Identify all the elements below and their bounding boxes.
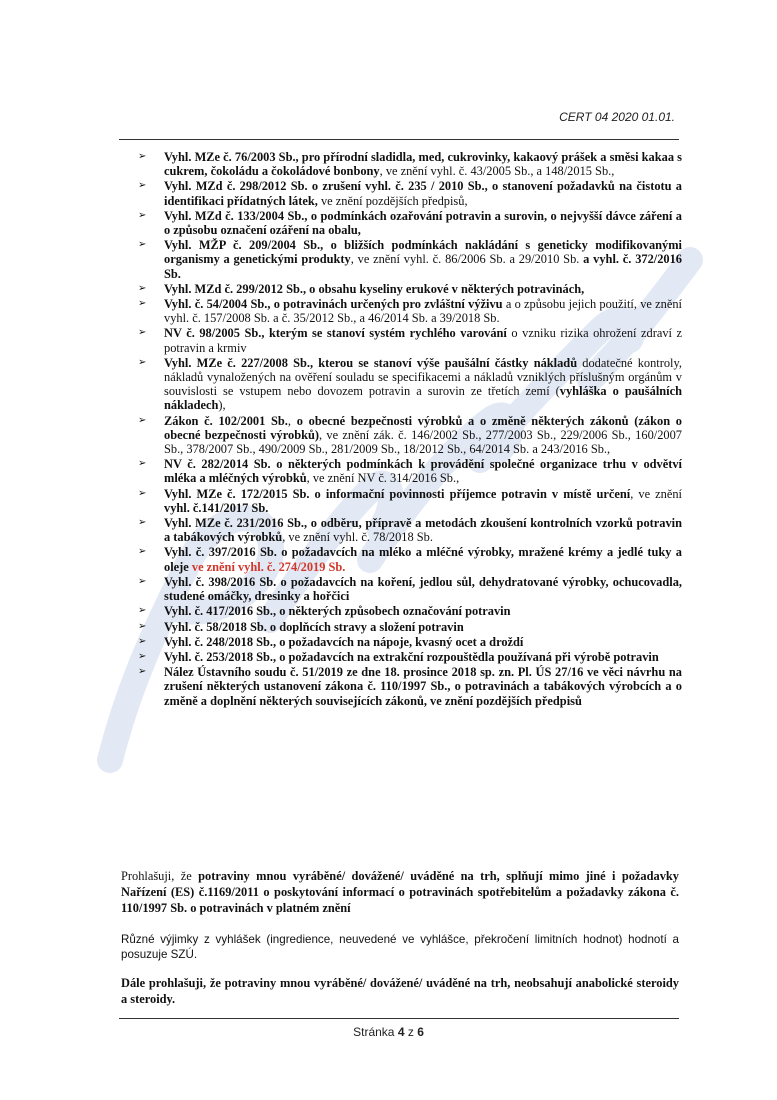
page-separator: z: [404, 1025, 418, 1039]
list-item-text: , ve znění: [630, 486, 682, 501]
list-item: [138, 635, 682, 649]
anabolic-declaration: [121, 975, 679, 1007]
list-item: [138, 282, 682, 296]
declaration-text: Prohlašuji, že: [121, 869, 199, 883]
page-total: 6: [417, 1025, 424, 1039]
arrow-bullet-icon: ➢: [138, 180, 147, 192]
list-item-bold-text: o obecné bezpečnosti výrobků a o změně některých zákonů (zákon o obecné bezpečnosti výrobků): [164, 413, 683, 442]
list-item-text: ),: [218, 398, 226, 413]
arrow-bullet-icon: ➢: [138, 282, 147, 294]
list-item-text: o vzniku rizika ohrožení zdraví z potravin a krmiv: [164, 326, 682, 355]
list-item-text: , ve znění zák. č. 146/2002 Sb., 277/2003 Sb., 229/2006 Sb., 160/2007 Sb., 378/2007 Sb., 490/2009 Sb., 281/2009 Sb., 18/2012 Sb., 64/2014 Sb. a 243/2016 Sb.,: [164, 427, 682, 457]
list-item-bold-text: Zákon č. 102/2001 Sb.: [164, 413, 288, 428]
list-item-text: ve znění pozdějších předpisů,: [317, 193, 468, 208]
list-item-bold-text: vyhl. č.141/2017 Sb.: [164, 500, 269, 515]
arrow-bullet-icon: ➢: [138, 575, 147, 587]
list-item: [138, 326, 682, 354]
list-item: [138, 604, 682, 618]
list-item-bold-text: Vyhl. MZe č. 231/2016 Sb., o odběru, přípravě a metodách zkoušení kontrolních vzorků potravin a tabákových výrobků: [164, 516, 682, 545]
arrow-bullet-icon: ➢: [138, 151, 147, 162]
list-item-bold-text: NV č. 98/2005 Sb., kterým se stanoví systém rychlého varování: [164, 326, 507, 341]
arrow-bullet-icon: ➢: [138, 298, 147, 310]
arrow-bullet-icon: ➢: [138, 650, 147, 662]
arrow-bullet-icon: ➢: [138, 635, 147, 647]
document-code: CERT 04 2020 01.01.: [559, 110, 675, 124]
arrow-bullet-icon: ➢: [138, 414, 147, 426]
list-item-text: , ve znění vyhl. č. 86/2006 Sb. a 29/2010 Sb.: [350, 252, 584, 267]
list-item: [138, 179, 682, 207]
list-item-bold-text: Vyhl. MZd č. 299/2012 Sb., o obsahu kyseliny erukové v některých potravinách,: [164, 281, 585, 296]
list-item-text: dodatečné kontroly, nákladů vynaložených na ověření souladu se specifikacemi a nákladů vzniklých příslušným orgánům v souvislosti se vstupem nebo dovozem potravin a surovin ze třetích zemí (: [164, 355, 682, 399]
list-item: [138, 545, 682, 573]
list-item-bold-text: Vyhl. MZe č. 172/2015 Sb. o informační povinnosti příjemce potravin v místě určení: [164, 486, 631, 501]
list-item-text: , ve znění NV č. 314/2016 Sb.,: [306, 471, 460, 486]
declaration-bold-text: potraviny mnou vyráběné/ dovážené/ uváděné na trh, splňují mimo jiné i požadavky Nařízení (ES) č.1169/2011 o poskytování informací o potravinách spotřebitelům a požadavky zákona č. 110/1997 Sb. o potravinách v platném znění: [121, 869, 679, 915]
list-item: [138, 150, 682, 178]
arrow-bullet-icon: ➢: [138, 546, 147, 558]
list-item: [138, 209, 682, 237]
list-item-bold-text: Nález Ústavního soudu č. 51/2019 ze dne 18. prosince 2018 sp. zn. Pl. ÚS 27/16 ve věci návrhu na zrušení některých ustanovení zákona č. 110/1997 Sb., o potravinách a tabákových výrobcích a o změně a doplnění některých souvisejících zákonů, ve znění pozdějších předpisů: [164, 665, 682, 708]
list-item-text: a o způsobu jejich použití, ve znění vyhl. č. 157/2008 Sb. a č. 35/2012 Sb., a 46/2014 Sb. a 39/2018 Sb.: [164, 297, 682, 326]
page-label: Stránka: [353, 1025, 398, 1039]
arrow-bullet-icon: ➢: [138, 327, 147, 339]
footer-divider: [119, 1018, 679, 1019]
list-item: [138, 516, 682, 544]
list-item-bold-text: vyhláška o paušálních nákladech: [164, 384, 682, 413]
arrow-bullet-icon: ➢: [138, 356, 147, 368]
anabolic-declaration-text: Dále prohlašuji, že potraviny mnou vyráběné/ dovážené/ uváděné na trh, neobsahují anabolické steroidy a steroidy.: [121, 976, 679, 1006]
list-item-bold-text: Vyhl. č. 397/2016 Sb. o požadavcích na mléko a mléčné výrobky, mražené krémy a jedlé tuky a oleje: [164, 545, 682, 574]
arrow-bullet-icon: ➢: [138, 458, 147, 470]
amendment-highlight: ve znění vyhl. č. 274/2019 Sb.: [191, 559, 346, 574]
arrow-bullet-icon: ➢: [138, 487, 147, 499]
list-item: [138, 650, 682, 664]
arrow-bullet-icon: ➢: [138, 517, 147, 529]
arrow-bullet-icon: ➢: [138, 620, 147, 632]
list-item-text: ,: [287, 413, 297, 428]
list-item-bold-text: a vyhl. č. 372/2016 Sb.: [164, 252, 682, 281]
list-item-bold-text: Vyhl. č. 417/2016 Sb., o některých způsobech označování potravin: [164, 604, 511, 619]
list-item-bold-text: Vyhl. MZe č. 227/2008 Sb., kterou se stanoví výše paušální částky nákladů: [164, 355, 578, 370]
list-item: [138, 297, 682, 325]
list-item-bold-text: Vyhl. MZd č. 298/2012 Sb. o zrušení vyhl. č. 235 / 2010 Sb., o stanovení požadavků na čistotu a identifikaci přídatných látek,: [164, 179, 682, 208]
list-item-text: , ve znění vyhl. č. 43/2005 Sb., a 148/2015 Sb.,: [379, 164, 615, 179]
list-item: [138, 487, 682, 515]
legislation-list: [138, 150, 682, 709]
list-item: [138, 238, 682, 281]
list-item-text: , ve znění vyhl. č. 78/2018 Sb.: [282, 530, 433, 545]
list-item: [138, 665, 682, 708]
list-item: [138, 620, 682, 634]
list-item-bold-text: Vyhl. č. 248/2018 Sb., o požadavcích na nápoje, kvasný ocet a droždí: [164, 634, 524, 649]
list-item-bold-text: NV č. 282/2014 Sb. o některých podmínkách k provádění společné organizace trhu v odvětví mléka a mléčných výrobků: [164, 457, 682, 486]
list-item-bold-text: Vyhl. MZd č. 133/2004 Sb., o podmínkách ozařování potravin a surovin, o nejvyšší dávce záření a o způsobu označení ozáření na obalu,: [164, 208, 682, 238]
list-item: [138, 457, 682, 485]
arrow-bullet-icon: ➢: [138, 666, 147, 678]
page-current: 4: [397, 1025, 405, 1039]
list-item-bold-text: Vyhl. č. 398/2016 Sb. o požadavcích na koření, jedlou sůl, dehydratované výrobky, ochucovadla, studené omáčky, dresinky a hořčici: [164, 574, 682, 604]
arrow-bullet-icon: ➢: [138, 239, 147, 251]
declaration-paragraph: [121, 868, 679, 916]
list-item: [138, 575, 682, 603]
header-divider: [119, 139, 679, 140]
list-item-bold-text: Vyhl. č. 54/2004 Sb., o potravinách určených pro zvláštní výživu: [164, 297, 503, 312]
exceptions-paragraph: Různé výjimky z vyhlášek (ingredience, neuvedené ve vyhlášce, překročení limitních hodnot) hodnotí a posuzuje SZÚ.: [121, 933, 679, 961]
arrow-bullet-icon: ➢: [138, 605, 147, 617]
list-item-bold-text: Vyhl. MŽP č. 209/2004 Sb., o bližších podmínkách nakládání s geneticky modifikovanými organismy a genetickými produkty: [164, 238, 682, 267]
list-item-bold-text: Vyhl. č. 58/2018 Sb. o doplňcích stravy a složení potravin: [164, 619, 464, 634]
page-number: [0, 1025, 777, 1039]
list-item: [138, 414, 682, 457]
list-item-bold-text: Vyhl. MZe č. 76/2003 Sb., pro přírodní sladidla, med, cukrovinky, kakaový prášek a směsi kakaa s cukrem, čokoládu a čokoládové bonbony: [164, 150, 682, 179]
list-item: [138, 356, 682, 413]
arrow-bullet-icon: ➢: [138, 209, 147, 221]
list-item-bold-text: Vyhl. č. 253/2018 Sb., o požadavcích na extrakční rozpouštědla používaná při výrobě potravin: [164, 649, 659, 664]
